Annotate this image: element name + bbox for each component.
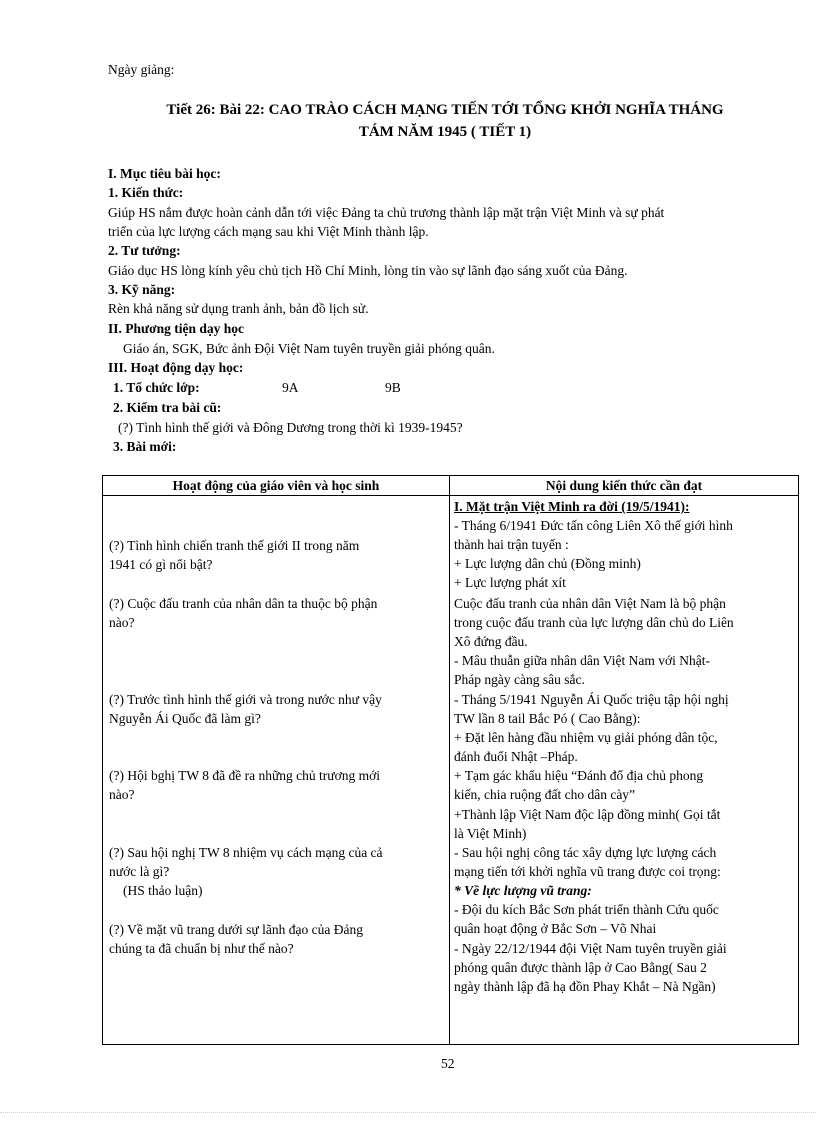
content-line: đánh đuổi Nhật –Pháp. <box>454 749 578 764</box>
question-6-line-2: chúng ta đã chuẩn bị như thế nào? <box>109 941 294 956</box>
class-9a: 9A <box>282 380 299 395</box>
content-line: + Lực lượng dân chủ (Đồng minh) <box>454 556 641 571</box>
content-line: phóng quân được thành lập ở Cao Bằng( Sau 2 <box>454 960 707 975</box>
teacher-questions-cell <box>103 496 450 1045</box>
question-3-line-2: Nguyễn Ái Quốc đã làm gì? <box>109 711 261 726</box>
content-line: trong cuộc đấu tranh của lực lượng dân chủ do Liên <box>454 615 734 630</box>
knowledge-content-header: Nội dung kiến thức cần đạt <box>450 476 799 496</box>
class-9b: 9B <box>385 380 401 395</box>
teaching-date-label: Ngày giảng: <box>108 62 175 77</box>
new-lesson-heading: 3. Bài mới: <box>113 439 177 454</box>
question-6-line-1: (?) Về mặt vũ trang dưới sự lãnh đạo của Đảng <box>109 922 363 937</box>
content-line: mạng tiến tới khởi nghĩa vũ trang được coi trọng: <box>454 864 721 879</box>
table-row <box>103 496 799 1045</box>
content-line: +Thành lập Việt Nam độc lập đồng minh( Gọi tắt <box>454 807 721 822</box>
content-line: quân hoạt động ở Bắc Sơn – Võ Nhai <box>454 921 657 936</box>
content-line: là Việt Minh) <box>454 826 527 841</box>
content-line: + Lực lượng phát xít <box>454 575 566 590</box>
means-text: Giáo án, SGK, Bức ảnh Đội Việt Nam tuyên truyền giải phóng quân. <box>123 341 495 356</box>
class-organization-label: 1. Tổ chức lớp: <box>113 380 200 395</box>
lesson-title-line-2: TÁM NĂM 1945 ( TIẾT 1) <box>358 124 532 140</box>
section-heading-viet-minh: I. Mặt trận Việt Minh ra đời (19/5/1941): <box>454 499 690 514</box>
question-4-line-2: nào? <box>109 787 135 802</box>
content-line: + Đặt lên hàng đầu nhiệm vụ giải phóng dân tộc, <box>454 730 718 745</box>
content-line: kiến, chia ruộng đất cho dân cày” <box>454 787 636 802</box>
table-header-row <box>103 476 799 496</box>
means-heading: II. Phương tiện dạy học <box>108 321 244 336</box>
content-line: - Tháng 6/1941 Đức tấn công Liên Xô thế giới hình <box>454 518 733 533</box>
knowledge-content-cell <box>450 496 799 1045</box>
content-line: - Tháng 5/1941 Nguyễn Ái Quốc triệu tập hội nghị <box>454 692 729 707</box>
question-2-line-2: nào? <box>109 615 135 630</box>
thought-text: Giáo dục HS lòng kính yêu chủ tịch Hồ Chí Minh, lòng tin vào sự lãnh đạo sáng xuốt của Đảng. <box>108 263 628 278</box>
content-line: ngày thành lập đã hạ đồn Phay Khắt – Nà Ngần) <box>454 979 716 994</box>
skill-text: Rèn khả năng sử dụng tranh ảnh, bản đồ lịch sử. <box>108 301 369 316</box>
question-2-line-1: (?) Cuộc đấu tranh của nhân dân ta thuộc bộ phận <box>109 596 378 611</box>
content-line: - Sau hội nghị công tác xây dựng lực lượng cách <box>454 845 717 860</box>
content-line: TW lần 8 tail Bắc Pó ( Cao Bằng): <box>454 711 641 726</box>
lesson-activity-table <box>102 475 799 1045</box>
armed-forces-subheading: * Về lực lượng vũ trang: <box>454 883 592 898</box>
check-old-lesson-question: (?) Tình hình thế giới và Đông Dương trong thời kì 1939-1945? <box>118 420 463 435</box>
content-line: Pháp ngày càng sâu sắc. <box>454 672 585 687</box>
content-line: + Tạm gác khẩu hiệu “Đánh đổ địa chủ phong <box>454 768 704 783</box>
thought-heading: 2. Tư tưởng: <box>108 243 181 258</box>
skill-heading: 3. Kỹ năng: <box>108 282 176 297</box>
content-line: Cuộc đấu tranh của nhân dân Việt Nam là bộ phận <box>454 596 726 611</box>
check-old-lesson-heading: 2. Kiểm tra bài cũ: <box>113 400 222 415</box>
knowledge-text-1: Giúp HS nắm được hoàn cảnh dẫn tới việc Đảng ta chủ trương thành lập mặt trận Việt Minh và sự phát <box>108 205 665 220</box>
question-3-line-1: (?) Trước tình hình thế giới và trong nước như vậy <box>109 692 382 707</box>
teacher-student-activity-header: Hoạt động của giáo viên và học sinh <box>103 476 450 496</box>
question-5-discussion: (HS thảo luận) <box>123 883 203 898</box>
activities-heading: III. Hoạt động dạy học: <box>108 360 244 375</box>
question-5-line-2: nước là gì? <box>109 864 170 879</box>
lesson-title-line-1: Tiết 26: Bài 22: CAO TRÀO CÁCH MẠNG TIẾN TỚI TỔNG KHỞI NGHĨA THÁNG <box>166 102 724 118</box>
content-line: thành hai trận tuyến : <box>454 537 569 552</box>
page-edge-divider <box>0 1112 816 1113</box>
content-line: - Đội du kích Bắc Sơn phát triển thành Cứu quốc <box>454 902 719 917</box>
question-1-line-2: 1941 có gì nổi bật? <box>109 557 213 572</box>
objectives-heading: I. Mục tiêu bài học: <box>108 166 221 181</box>
content-line: Xô đứng đầu. <box>454 634 528 649</box>
page-number: 52 <box>441 1056 455 1071</box>
question-1-line-1: (?) Tình hình chiến tranh thế giới II trong năm <box>109 538 360 553</box>
knowledge-text-2: triển của lực lượng cách mạng sau khi Việt Minh thành lập. <box>108 224 429 239</box>
knowledge-heading: 1. Kiến thức: <box>108 185 184 200</box>
question-4-line-1: (?) Hội bghị TW 8 đã đề ra những chủ trương mới <box>109 768 380 783</box>
content-line: - Ngày 22/12/1944 đội Việt Nam tuyên truyền giải <box>454 941 727 956</box>
question-5-line-1: (?) Sau hội nghị TW 8 nhiệm vụ cách mạng của cả <box>109 845 383 860</box>
content-line: - Mâu thuẫn giữa nhân dân Việt Nam với Nhật- <box>454 653 710 668</box>
